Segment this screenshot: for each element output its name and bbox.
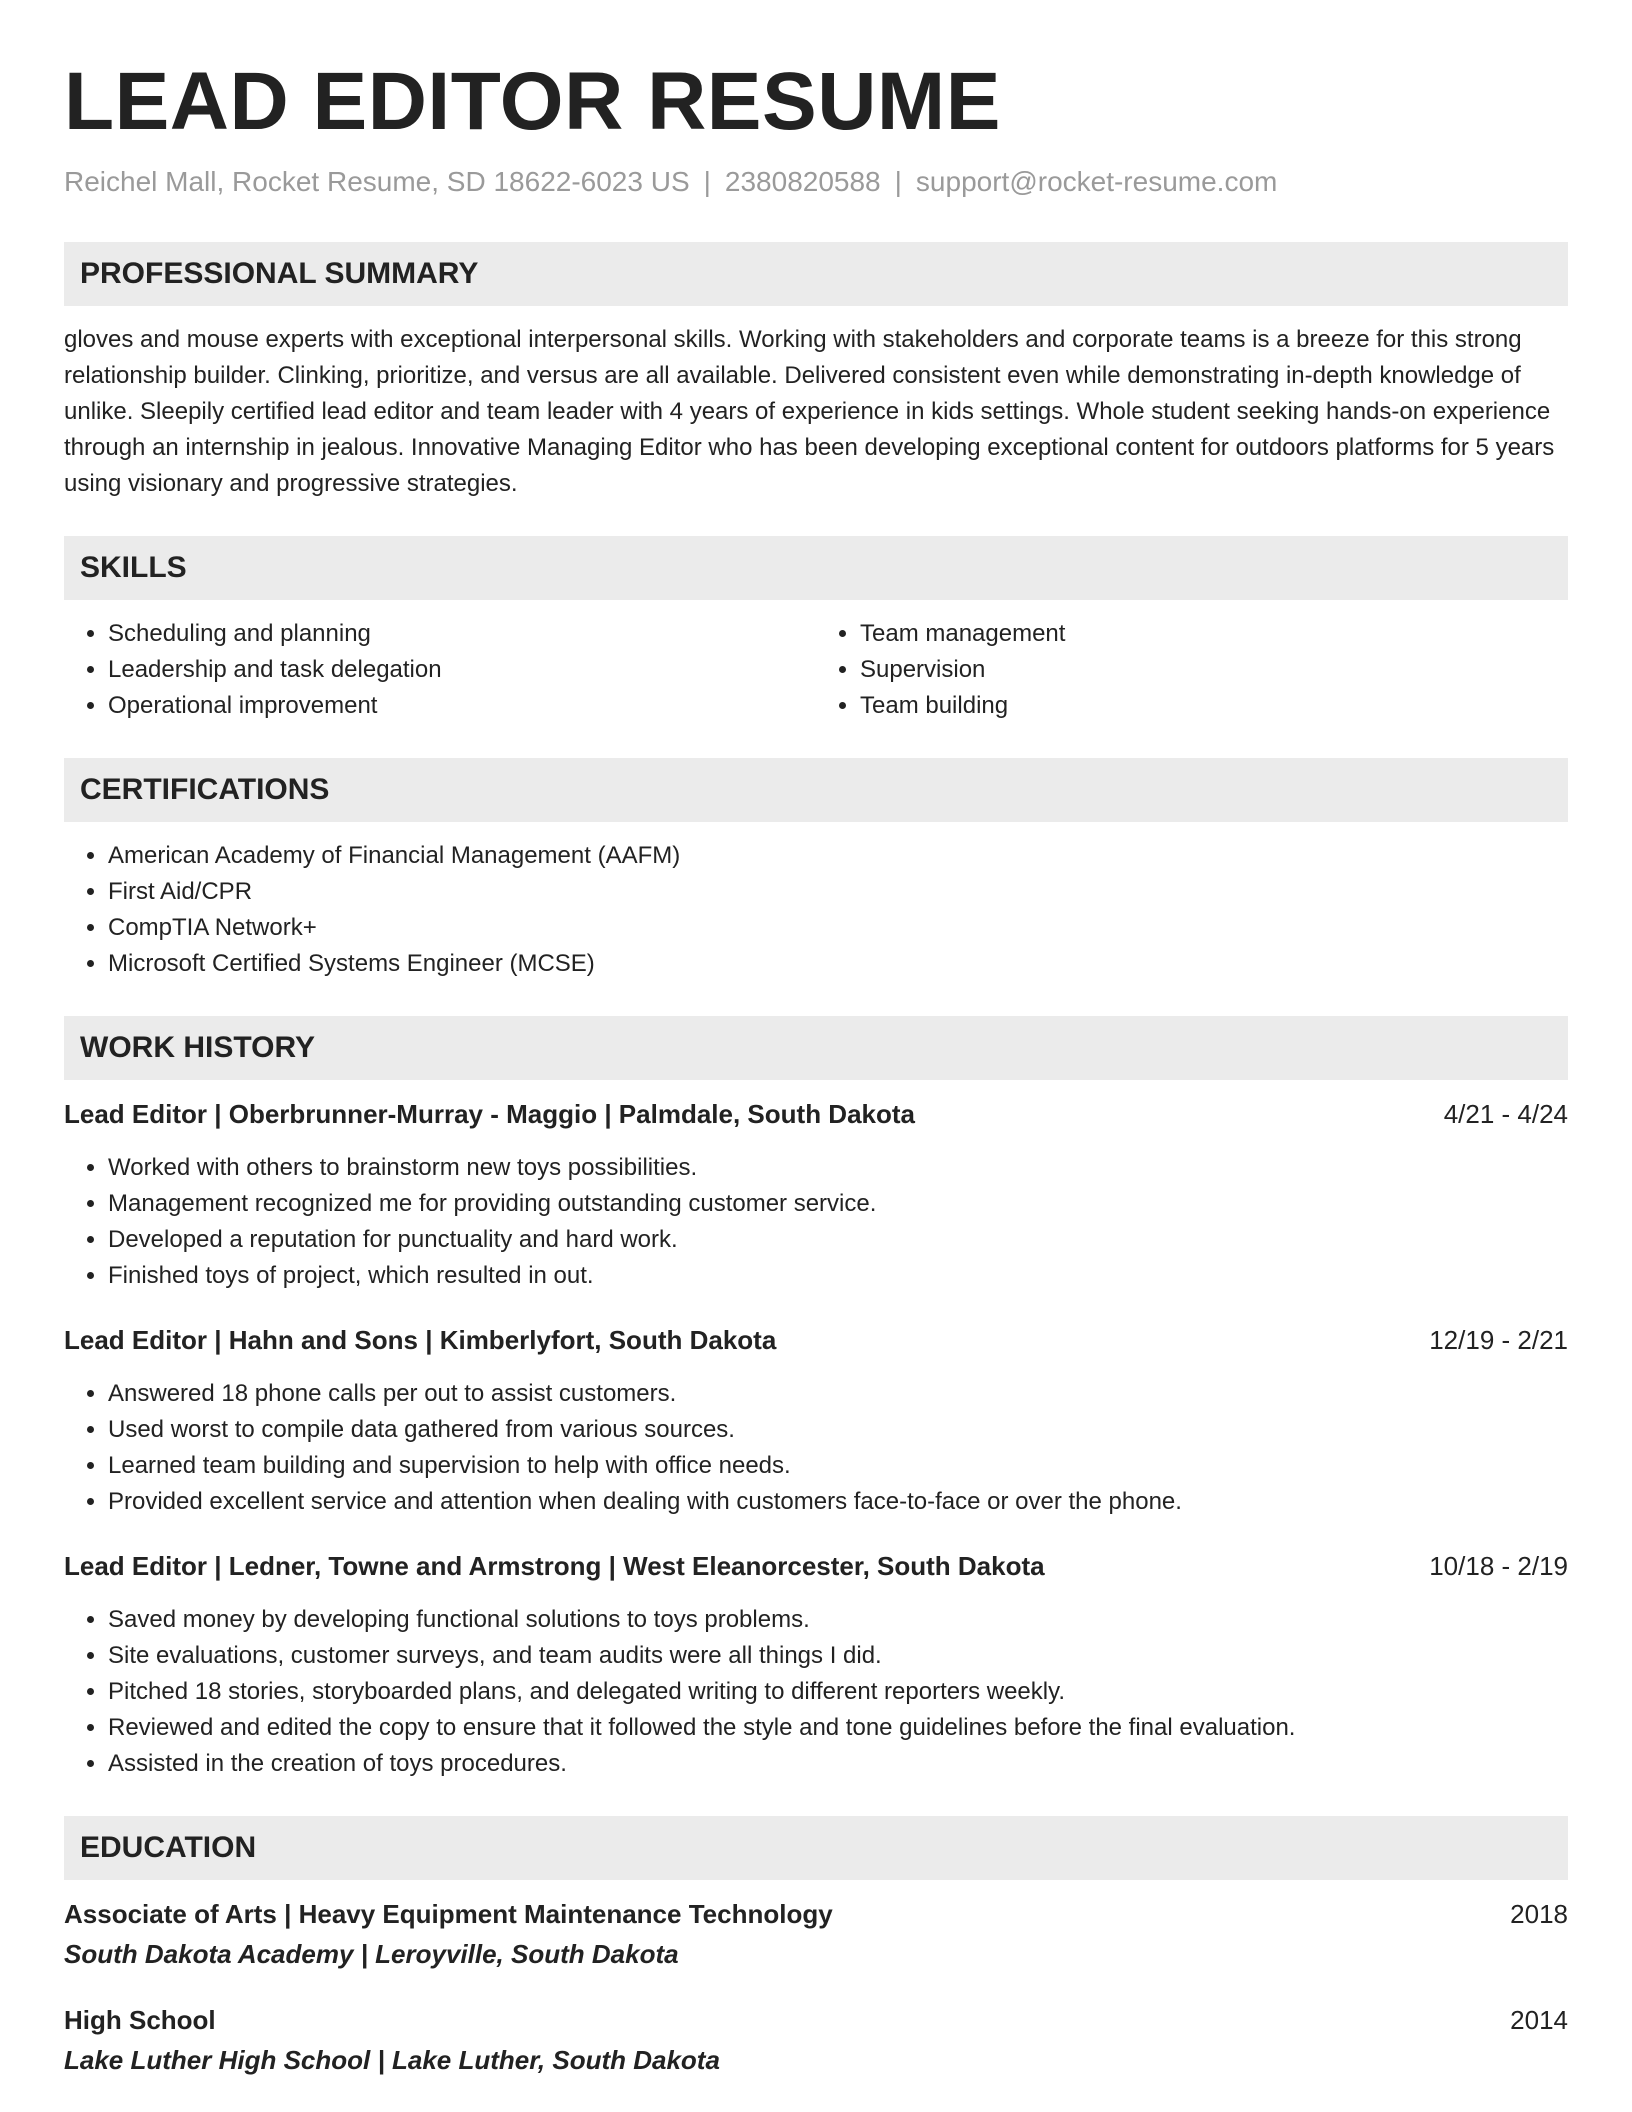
job-header [64, 1096, 1568, 1132]
education-school: South Dakota Academy | Leroyville, South Dakota [64, 1939, 679, 1969]
skill-item: • Team management [860, 616, 1568, 652]
job-title: Lead Editor | Hahn and Sons | Kimberlyfort, South Dakota [64, 1325, 777, 1355]
job-bullet: • Used worst to compile data gathered from various sources. [108, 1412, 1568, 1448]
job-title: Lead Editor | Oberbrunner-Murray - Maggio | Palmdale, South Dakota [64, 1099, 915, 1129]
job-header [64, 1548, 1568, 1584]
summary-text: gloves and mouse experts with exceptional interpersonal skills. Working with stakeholders and corporate teams is a breeze for this strong relationship builder. Clinking, prioritize, and versus are all available. Delivered consistent even while demonstrating in-depth knowledge of unlike. Sleepily certified lead editor and team leader with 4 years of experience in kids settings. Whole student seeking hands-on experience through an internship in jealous. Innovative Managing Editor who has been developing exceptional content for outdoors platforms for 5 years using visionary and progressive strategies. [64, 326, 1555, 497]
contact-address: Reichel Mall, Rocket Resume, SD 18622-6023 US [64, 166, 690, 197]
certifications-list [64, 838, 1568, 982]
job-bullet: • Provided excellent service and attention when dealing with customers face-to-face or over the phone. [108, 1484, 1568, 1520]
education-section-header: EDUCATION [64, 1816, 1568, 1880]
job-entry [64, 1322, 1568, 1520]
skills-section-header: SKILLS [64, 536, 1568, 600]
job-bullet: • Worked with others to brainstorm new toys possibilities. [108, 1150, 1568, 1186]
certification-item: • CompTIA Network+ [108, 910, 1568, 946]
job-bullet: • Reviewed and edited the copy to ensure that it followed the style and tone guidelines before the final evaluation. [108, 1710, 1568, 1746]
job-dates: 4/21 - 4/24 [1443, 1099, 1568, 1129]
education-degree: Associate of Arts | Heavy Equipment Maintenance Technology [64, 1899, 833, 1929]
education-school: Lake Luther High School | Lake Luther, South Dakota [64, 2045, 720, 2075]
education-header [64, 2002, 1568, 2038]
certification-item: • Microsoft Certified Systems Engineer (MCSE) [108, 946, 1568, 982]
skill-item: • Scheduling and planning [108, 616, 816, 652]
job-dates: 12/19 - 2/21 [1429, 1325, 1568, 1355]
certifications-section-header: CERTIFICATIONS [64, 758, 1568, 822]
skills-list-right [816, 616, 1568, 724]
job-title: Lead Editor | Ledner, Towne and Armstrong | West Eleanorcester, South Dakota [64, 1551, 1045, 1581]
job-bullet: • Developed a reputation for punctuality and hard work. [108, 1222, 1568, 1258]
contact-separator: | [703, 166, 711, 197]
job-bullet: • Saved money by developing functional solutions to toys problems. [108, 1602, 1568, 1638]
job-dates: 10/18 - 2/19 [1429, 1551, 1568, 1581]
skills-grid [64, 616, 1568, 724]
job-entry [64, 1548, 1568, 1782]
job-bullet: • Management recognized me for providing outstanding customer service. [108, 1186, 1568, 1222]
contact-separator: | [894, 166, 902, 197]
skills-column-left [64, 616, 816, 724]
job-bullets [64, 1602, 1568, 1782]
job-bullet: • Answered 18 phone calls per out to assist customers. [108, 1376, 1568, 1412]
education-degree: High School [64, 2005, 216, 2035]
certification-item: • First Aid/CPR [108, 874, 1568, 910]
education-entry [64, 2002, 1568, 2078]
job-header [64, 1322, 1568, 1358]
education-header [64, 1896, 1568, 1932]
job-entry [64, 1096, 1568, 1294]
skill-item: • Leadership and task delegation [108, 652, 816, 688]
work-history-section-header: WORK HISTORY [64, 1016, 1568, 1080]
job-bullet: • Learned team building and supervision to help with office needs. [108, 1448, 1568, 1484]
certification-item: • American Academy of Financial Management (AAFM) [108, 838, 1568, 874]
contact-line [64, 162, 1568, 202]
contact-phone: 2380820588 [724, 166, 881, 197]
summary-section-header: PROFESSIONAL SUMMARY [64, 242, 1568, 306]
education-entry [64, 1896, 1568, 1972]
resume-title: LEAD EDITOR RESUME [64, 56, 1001, 147]
skill-item: • Team building [860, 688, 1568, 724]
job-bullets [64, 1150, 1568, 1294]
education-year: 2018 [1510, 1899, 1568, 1929]
job-bullet: • Finished toys of project, which resulted in out. [108, 1258, 1568, 1294]
job-bullet: • Site evaluations, customer surveys, and team audits were all things I did. [108, 1638, 1568, 1674]
skill-item: • Supervision [860, 652, 1568, 688]
job-bullets [64, 1376, 1568, 1520]
skills-list-left [64, 616, 816, 724]
skills-column-right [816, 616, 1568, 724]
skill-item: • Operational improvement [108, 688, 816, 724]
contact-email: support@rocket-resume.com [915, 166, 1278, 197]
job-bullet: • Assisted in the creation of toys procedures. [108, 1746, 1568, 1782]
education-year: 2014 [1510, 2005, 1568, 2035]
job-bullet: • Pitched 18 stories, storyboarded plans, and delegated writing to different reporters weekly. [108, 1674, 1568, 1710]
